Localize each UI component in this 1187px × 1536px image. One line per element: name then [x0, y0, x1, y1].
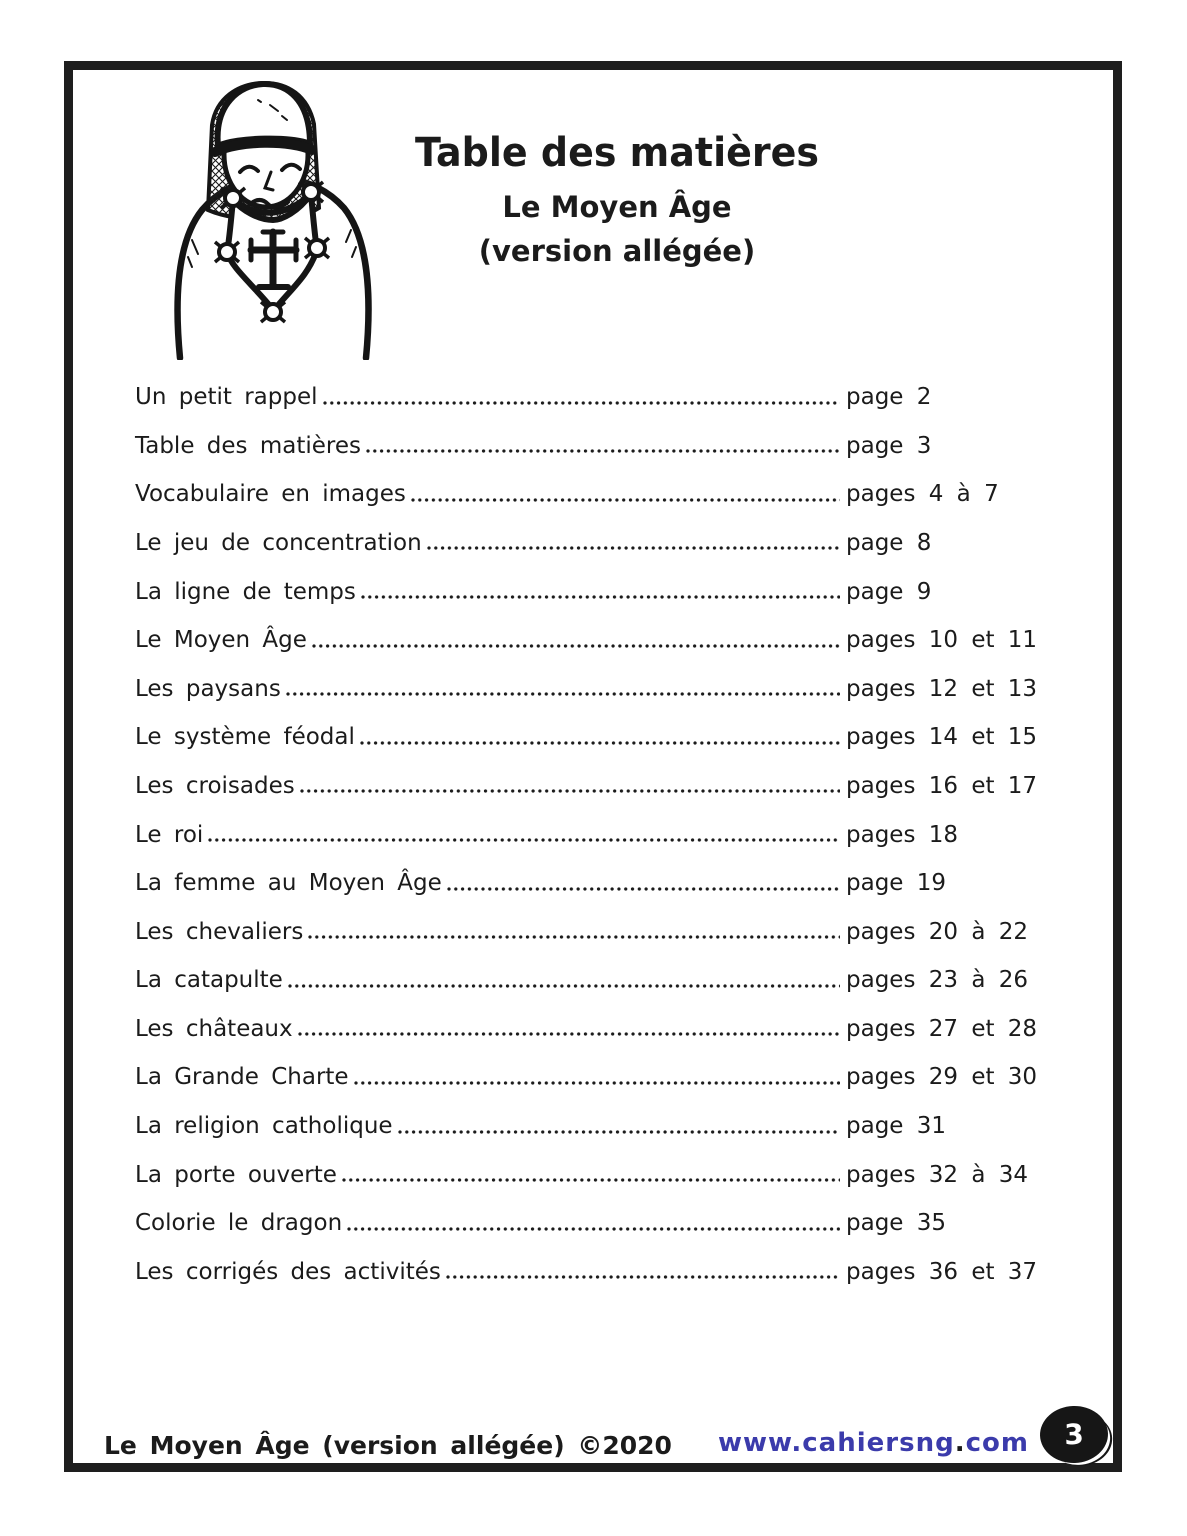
- page-number-badge: [1039, 1405, 1109, 1464]
- toc-entry-label: La ligne de temps: [135, 578, 356, 605]
- dotted-leader: [345, 1188, 843, 1237]
- toc-entry-pages: pages 18: [846, 821, 959, 848]
- toc-row: [135, 702, 1038, 751]
- footer-url-com: com: [965, 1428, 1029, 1458]
- toc-entry-pages: pages 36 et 37: [846, 1258, 1038, 1285]
- page-subtitle-version: (version allégée): [478, 234, 756, 268]
- toc-entry-pages: pages 29 et 30: [846, 1064, 1038, 1091]
- dotted-leader: [296, 994, 843, 1043]
- toc-entry-pages: page 3: [846, 432, 932, 459]
- dotted-leader: [396, 1091, 843, 1140]
- dotted-leader: [352, 1042, 843, 1091]
- dotted-leader: [425, 508, 843, 557]
- toc-entry-label: La femme au Moyen Âge: [135, 870, 442, 897]
- toc-entry-label: La Grande Charte: [135, 1064, 349, 1091]
- toc-row: [135, 799, 1035, 848]
- dotted-leader: [306, 897, 843, 946]
- toc-entry-pages: pages 4 à 7: [846, 481, 999, 508]
- toc-row: [135, 1140, 1035, 1189]
- dotted-leader: [286, 945, 843, 994]
- toc-entry-label: Le système féodal: [135, 724, 355, 751]
- toc-row: [135, 1188, 1035, 1237]
- toc-entry-pages: page 31: [846, 1113, 947, 1140]
- dotted-leader: [340, 1140, 843, 1189]
- toc-entry-pages: pages 14 et 15: [846, 724, 1038, 751]
- toc-entry-label: Les croisades: [135, 772, 295, 799]
- toc-entry-label: La catapulte: [135, 967, 283, 994]
- footer-copyright: Le Moyen Âge (version allégée) ©2020: [104, 1431, 672, 1460]
- footer-url-dot: .: [954, 1428, 966, 1458]
- toc-row: [135, 556, 1035, 605]
- toc-entry-label: Vocabulaire en images: [135, 481, 406, 508]
- toc-row: [135, 605, 1038, 654]
- toc-row: [135, 1091, 1035, 1140]
- toc-entry-label: Le jeu de concentration: [135, 529, 422, 556]
- toc-row: [135, 411, 1035, 460]
- toc-row: [135, 508, 1035, 557]
- footer-website-link[interactable]: [718, 1428, 1029, 1458]
- toc-row: [135, 848, 1035, 897]
- dotted-leader: [206, 799, 843, 848]
- toc-entry-label: Les châteaux: [135, 1015, 293, 1042]
- toc-entry-pages: pages 16 et 17: [846, 772, 1038, 799]
- toc-row: [135, 362, 1035, 411]
- toc-row: [135, 459, 1035, 508]
- toc-entry-pages: page 2: [846, 384, 932, 411]
- toc-entry-pages: page 8: [846, 529, 932, 556]
- toc-entry-label: Un petit rappel: [135, 384, 318, 411]
- toc-entry-pages: pages 10 et 11: [846, 627, 1038, 654]
- page-title: Table des matières: [414, 128, 820, 176]
- toc-row: [135, 1237, 1038, 1286]
- toc-row: [135, 751, 1038, 800]
- toc-entry-label: Le roi: [135, 821, 204, 848]
- toc-entry-label: Les chevaliers: [135, 918, 304, 945]
- toc-entry-label: La religion catholique: [135, 1113, 393, 1140]
- toc-row: [135, 654, 1038, 703]
- toc-entry-pages: pages 23 à 26: [846, 967, 1028, 994]
- page-border-frame: [64, 61, 1122, 1472]
- toc-entry-pages: page 9: [846, 578, 932, 605]
- toc-entry-label: Les paysans: [135, 675, 281, 702]
- dotted-leader: [444, 1237, 843, 1286]
- toc-entry-pages: pages 27 et 28: [846, 1015, 1038, 1042]
- dotted-leader: [298, 751, 843, 800]
- toc-entry-pages: pages 32 à 34: [846, 1161, 1028, 1188]
- toc-entry-label: La porte ouverte: [135, 1161, 337, 1188]
- footer-url-www: www.cahiersng: [718, 1428, 955, 1458]
- toc-entry-pages: pages 12 et 13: [846, 675, 1038, 702]
- title-block: [327, 130, 907, 268]
- toc-entry-pages: page 19: [846, 870, 947, 897]
- dotted-leader: [310, 605, 843, 654]
- dotted-leader: [321, 362, 844, 411]
- table-of-contents: [135, 362, 1038, 1285]
- toc-entry-label: Les corrigés des activités: [135, 1258, 441, 1285]
- toc-entry-pages: page 35: [846, 1210, 947, 1237]
- dotted-leader: [364, 411, 843, 460]
- toc-entry-pages: pages 20 à 22: [846, 918, 1028, 945]
- toc-entry-label: Table des matières: [135, 432, 361, 459]
- toc-row: [135, 945, 1035, 994]
- dotted-leader: [409, 459, 843, 508]
- toc-row: [135, 1042, 1038, 1091]
- dotted-leader: [445, 848, 843, 897]
- toc-row: [135, 897, 1035, 946]
- toc-entry-label: Colorie le dragon: [135, 1210, 343, 1237]
- page-subtitle: Le Moyen Âge: [502, 190, 732, 224]
- dotted-leader: [359, 556, 843, 605]
- toc-entry-label: Le Moyen Âge: [135, 627, 307, 654]
- page-number: 3: [1063, 1417, 1085, 1452]
- toc-row: [135, 994, 1038, 1043]
- dotted-leader: [284, 654, 843, 703]
- dotted-leader: [358, 702, 843, 751]
